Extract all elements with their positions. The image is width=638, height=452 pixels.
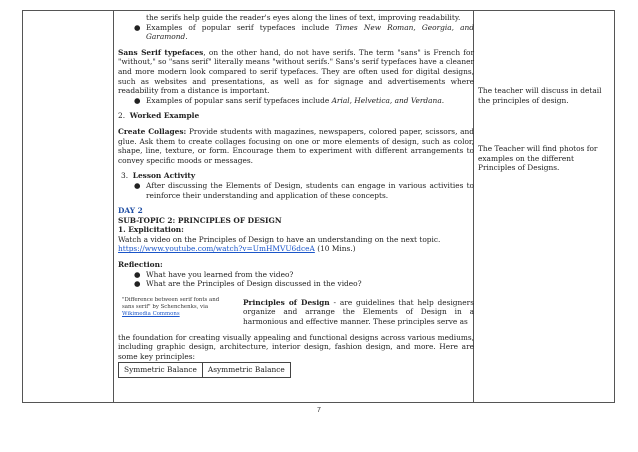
bullet-icon: ●	[134, 22, 141, 32]
balance-cell-asymmetric: Asymmetric Balance	[202, 362, 290, 377]
reflection-heading: Reflection:	[118, 260, 163, 270]
reflection-question-2: ● What are the Principles of Design discussed in the video?	[134, 279, 362, 289]
serif-examples-item: ● Examples of popular serif typefaces include Times New Roman, Georgia, and Garamond.	[134, 22, 475, 42]
subtopic-heading: SUB-TOPIC 2: PRINCIPLES OF DESIGN	[118, 215, 282, 225]
collage-paragraph: Create Collages: Provide students with magazines, newspapers, colored paper, scissors, and glue. Ask them to create collages focusing on one or more elements of design, such as color, shape, line, texture, or form. Encourage them to experiment with different arrangements to convey specific moods or messages.	[118, 126, 474, 165]
bullet-icon: ●	[134, 279, 141, 289]
lesson-plan-table	[22, 10, 615, 403]
worked-example-heading: 2. Worked Example	[118, 111, 200, 121]
page-number: 7	[317, 407, 321, 414]
bullet-icon: ●	[134, 180, 141, 190]
video-instruction: Watch a video on the Principles of Design to have an understanding on the next topic.	[118, 234, 441, 244]
wikimedia-link[interactable]: Wikimedia Commons	[122, 310, 180, 317]
serif-intro-text: the serifs help guide the reader's eyes along the lines of text, improving readability.	[146, 13, 461, 22]
balance-table-wrap	[118, 362, 474, 378]
balance-cell-symmetric: Symmetric Balance	[119, 362, 203, 377]
column-divider-left	[113, 11, 114, 402]
teacher-note-1: The teacher will discuss in detail the principles of design.	[478, 86, 602, 105]
image-caption: "Difference between serif fonts and sans serif" by Schenchenks, via Wikimedia Commons	[122, 296, 220, 317]
explicitation-heading: 1. Explicitation:	[118, 225, 184, 235]
collage-heading: Create Collages:	[118, 126, 187, 136]
principles-heading: Principles of Design	[243, 297, 330, 307]
principles-intro: Principles of Design - are guidelines that help designers organize and arrange the Elements of Design in a harmonious and effective manner. These principles serve as	[243, 297, 475, 327]
sans-examples-item: ● Examples of popular sans serif typefaces include Arial, Helvetica, and Verdana.	[134, 95, 445, 105]
lesson-activity-item: ● After discussing the Elements of Design, students can engage in various activities to reinforce their understanding and application of these concepts.	[134, 180, 474, 200]
bullet-icon: ●	[134, 269, 141, 279]
bullet-icon: ●	[134, 95, 141, 105]
balance-table	[118, 362, 291, 378]
sans-serif-paragraph: Sans Serif typefaces, on the other hand, do not have serifs. The term "sans" is French for "without," so "sans serif" literally means "without serifs." Sans's serif typefaces have a cleaner and more modern look compared to serif typefaces. They are often used for digital designs, such as websites and presentations, as well as for signage and advertisements where readability from a distance is important.	[118, 47, 474, 96]
sans-serif-heading: Sans Serif typefaces	[118, 47, 204, 57]
reflection-question-1: ● What have you learned from the video?	[134, 269, 294, 279]
principles-block	[118, 293, 474, 333]
teacher-note-2: The Teacher will find photos for examples on the different Principles of Designs.	[478, 144, 598, 173]
video-line: https://www.youtube.com/watch?v=UmHMVU6dceA (10 Mins.)	[118, 244, 356, 254]
main-content-cell	[118, 13, 474, 378]
lesson-activity-heading: 3. Lesson Activity	[121, 171, 196, 181]
principles-continuation: the foundation for creating visually appealing and functional designs across various mediums, including graphic design, architecture, interior design, fashion design, and more. Here are some key principles:	[118, 332, 474, 362]
day-label: DAY 2	[118, 206, 143, 216]
video-link[interactable]: https://www.youtube.com/watch?v=UmHMVU6dceA	[118, 244, 315, 254]
